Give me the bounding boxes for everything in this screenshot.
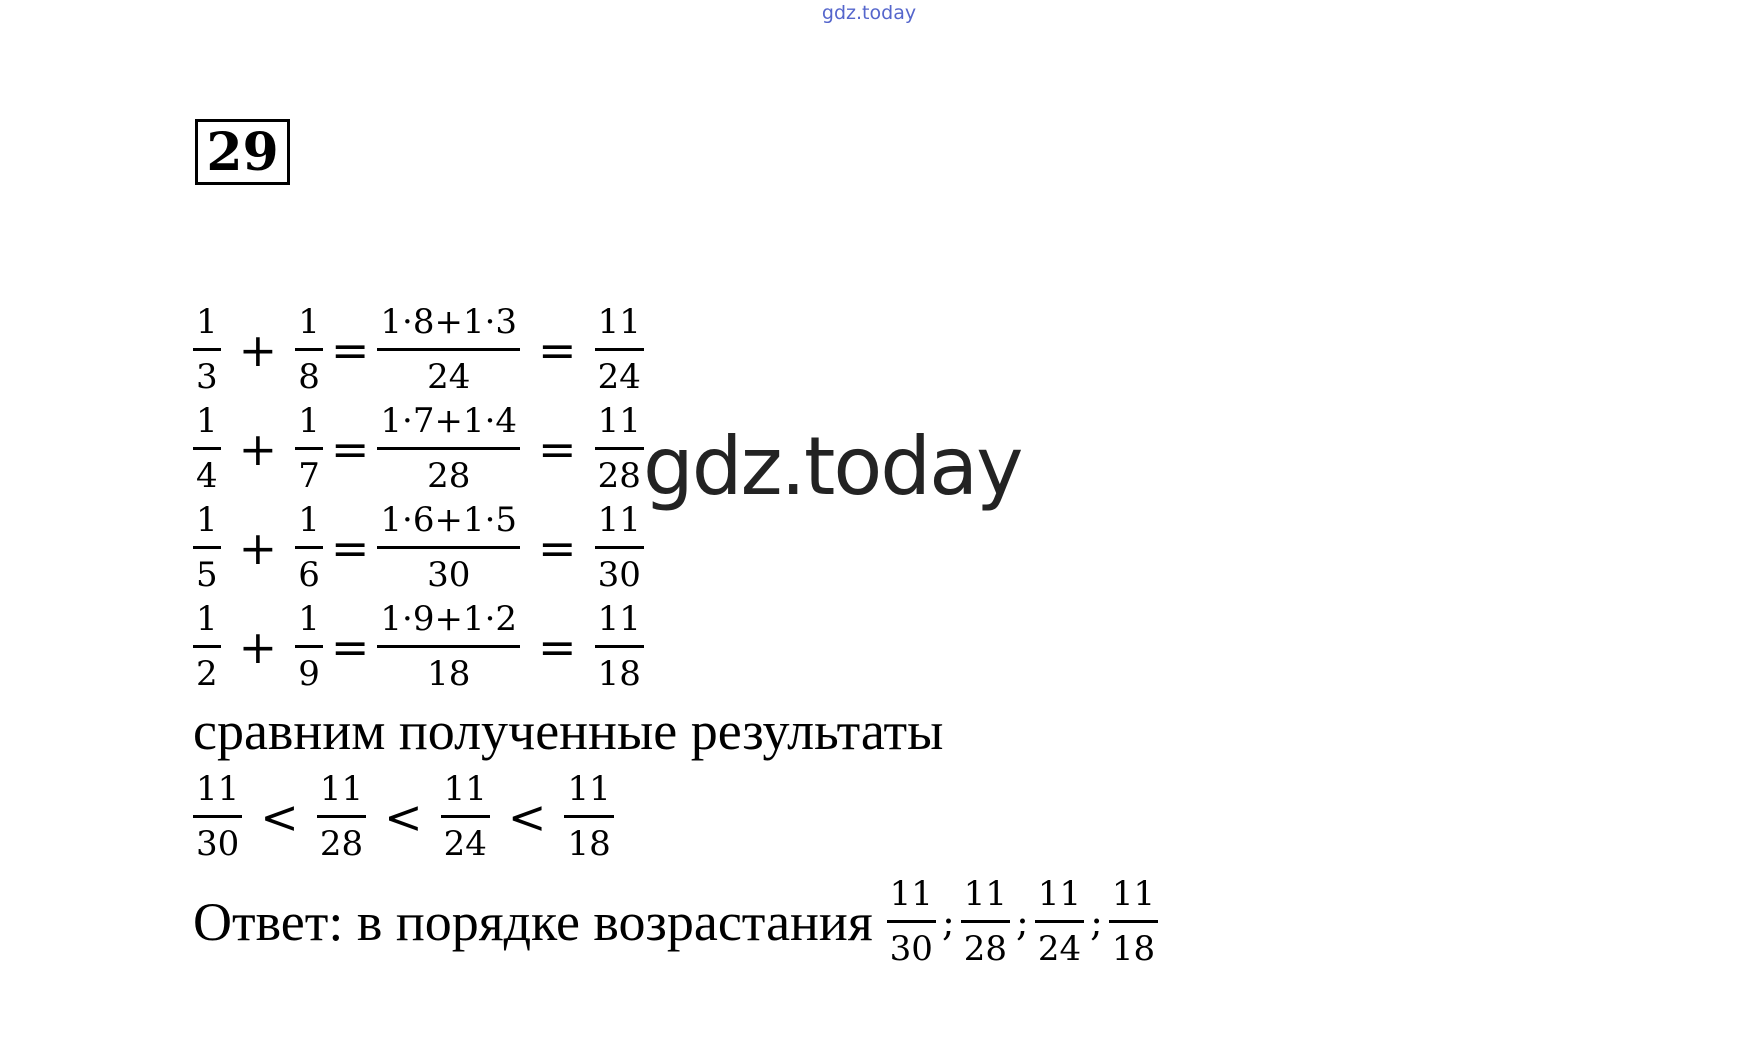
less-than-sign: < — [507, 789, 547, 844]
numerator: 1·6+1·5 — [380, 500, 518, 540]
fraction-result — [595, 401, 644, 496]
equals-sign: = — [538, 421, 577, 476]
answer-fraction — [961, 874, 1010, 969]
equation-row — [193, 500, 644, 595]
numerator: 11 — [1111, 874, 1156, 914]
answer-fraction — [1109, 874, 1158, 969]
fraction-term-a — [193, 500, 221, 595]
less-than-sign: < — [384, 789, 423, 844]
comparison-fraction — [564, 769, 613, 864]
denominator: 18 — [1109, 920, 1158, 966]
fraction-term-a — [193, 302, 221, 397]
numerator: 1 — [196, 500, 218, 540]
semicolon: ; — [1090, 899, 1103, 944]
denominator: 24 — [1035, 920, 1084, 966]
plus-sign: + — [238, 520, 278, 575]
comparison-fraction — [441, 769, 490, 864]
numerator: 1 — [196, 599, 218, 639]
semicolon: ; — [1016, 899, 1029, 944]
fraction-term-b — [295, 401, 323, 496]
numerator: 11 — [597, 302, 641, 342]
equals-sign: = — [538, 520, 577, 575]
fraction-combined — [377, 599, 520, 694]
task-number: 29 — [195, 119, 290, 185]
fraction-term-b — [295, 302, 323, 397]
equals-sign: = — [330, 520, 370, 575]
denominator: 6 — [295, 546, 323, 592]
fraction-combined — [377, 500, 520, 595]
denominator: 30 — [377, 546, 520, 592]
denominator: 4 — [193, 447, 221, 493]
denominator: 30 — [595, 546, 644, 592]
numerator: 11 — [443, 769, 487, 809]
denominator: 24 — [377, 348, 520, 394]
numerator: 11 — [567, 769, 611, 809]
numerator: 1·7+1·4 — [380, 401, 518, 441]
denominator: 9 — [295, 645, 323, 691]
fraction-result — [595, 302, 644, 397]
plus-sign: + — [238, 322, 278, 377]
denominator: 28 — [317, 815, 366, 861]
equals-sign: = — [330, 322, 370, 377]
equals-sign: = — [330, 421, 370, 476]
denominator: 18 — [377, 645, 520, 691]
denominator: 7 — [295, 447, 323, 493]
fraction-term-a — [193, 599, 221, 694]
numerator: 11 — [597, 401, 641, 441]
numerator: 11 — [1037, 874, 1082, 914]
watermark-logo: gdz.today — [643, 420, 1022, 513]
equals-sign: = — [538, 322, 577, 377]
fraction-term-a — [193, 401, 221, 496]
numerator: 1 — [298, 500, 320, 540]
comparison-fraction — [193, 769, 242, 864]
denominator: 18 — [595, 645, 644, 691]
numerator: 1 — [298, 401, 320, 441]
numerator: 11 — [963, 874, 1008, 914]
equals-sign: = — [538, 619, 577, 674]
denominator: 8 — [295, 348, 323, 394]
answer-fraction — [887, 874, 936, 969]
numerator: 1 — [298, 302, 320, 342]
denominator: 30 — [193, 815, 242, 861]
fraction-term-b — [295, 500, 323, 595]
equation-row — [193, 302, 644, 397]
plus-sign: + — [238, 421, 278, 476]
equation-row — [193, 401, 644, 496]
comparison-row — [193, 769, 614, 864]
fraction-combined — [377, 302, 520, 397]
numerator: 1·8+1·3 — [380, 302, 518, 342]
denominator: 28 — [961, 920, 1010, 966]
denominator: 3 — [193, 348, 221, 394]
numerator: 11 — [597, 599, 641, 639]
comparison-fraction — [317, 769, 366, 864]
answer-label: Ответ: в порядке возрастания — [193, 891, 873, 952]
equation-row — [193, 599, 644, 694]
fraction-term-b — [295, 599, 323, 694]
numerator: 1·9+1·2 — [380, 599, 518, 639]
numerator: 1 — [196, 302, 218, 342]
denominator: 18 — [564, 815, 613, 861]
denominator: 30 — [887, 920, 936, 966]
site-watermark-top: gdz.today — [821, 2, 917, 24]
denominator: 5 — [193, 546, 221, 592]
denominator: 28 — [595, 447, 644, 493]
numerator: 11 — [319, 769, 364, 809]
answer-fraction — [1035, 874, 1084, 969]
numerator: 1 — [298, 599, 320, 639]
semicolon: ; — [941, 899, 955, 944]
numerator: 1 — [196, 401, 218, 441]
numerator: 11 — [196, 769, 240, 809]
numerator: 11 — [597, 500, 641, 540]
numerator: 11 — [889, 874, 933, 914]
compare-text: сравним полученные результаты — [193, 701, 944, 761]
fraction-result — [595, 599, 644, 694]
equals-sign: = — [330, 619, 370, 674]
plus-sign: + — [238, 619, 278, 674]
denominator: 2 — [193, 645, 221, 691]
less-than-sign: < — [260, 789, 299, 844]
denominator: 24 — [595, 348, 644, 394]
answer-row — [193, 874, 1158, 969]
denominator: 28 — [377, 447, 520, 493]
fraction-combined — [377, 401, 520, 496]
denominator: 24 — [441, 815, 490, 861]
fraction-result — [595, 500, 644, 595]
